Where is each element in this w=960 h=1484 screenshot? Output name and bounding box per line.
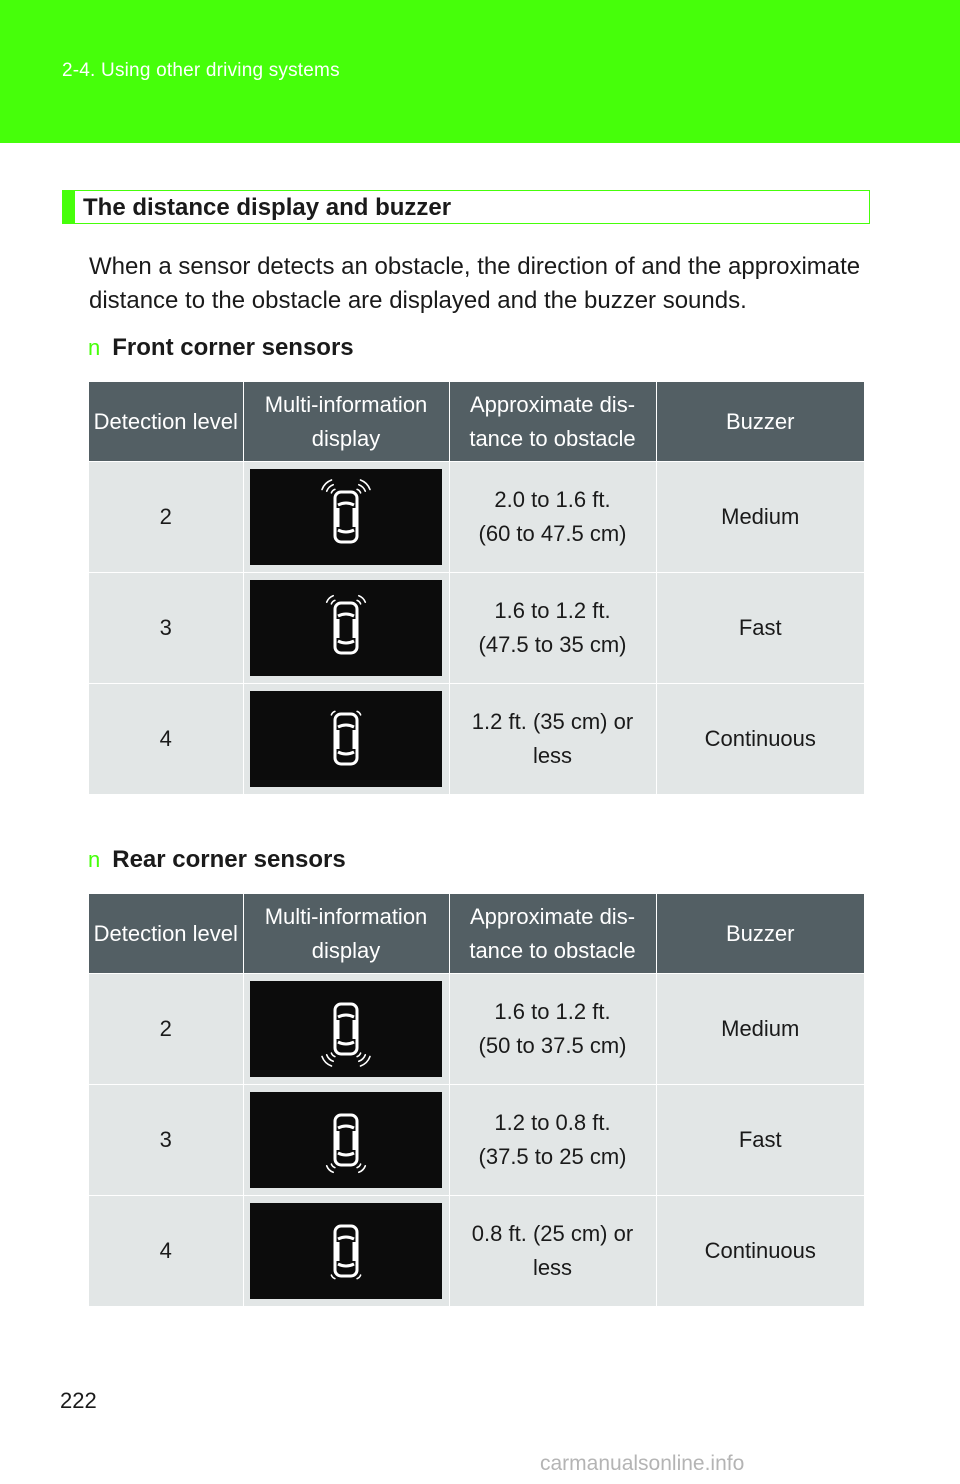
display-screen <box>250 1203 442 1299</box>
multi-information-display <box>243 684 449 795</box>
approx-distance <box>449 462 656 573</box>
car-rear-sensor-level-2-icon <box>250 981 442 1077</box>
detection-level: 4 <box>89 684 243 795</box>
table-row <box>89 684 864 795</box>
section-title: The distance display and buzzer <box>83 194 452 221</box>
header-buzzer: Buzzer <box>656 382 864 462</box>
bullet-icon: n <box>88 335 101 360</box>
multi-information-display <box>243 1196 449 1307</box>
buzzer-speed: Medium <box>656 974 864 1085</box>
distance-range: 1.6 to 1.2 ft. <box>494 999 611 1024</box>
detection-level: 2 <box>89 462 243 573</box>
buzzer-speed: Fast <box>656 573 864 684</box>
rear-sensors-heading <box>88 846 346 874</box>
buzzer-speed: Medium <box>656 462 864 573</box>
detection-level: 3 <box>89 573 243 684</box>
car-front-sensor-level-3-icon <box>250 580 442 676</box>
distance-range-metric: less <box>532 1255 573 1280</box>
header-approx-distance: Approximate dis- tance to obstacle <box>449 894 656 974</box>
header-buzzer: Buzzer <box>656 894 864 974</box>
header-approx-distance: Approximate dis- tance to obstacle <box>449 382 656 462</box>
approx-distance <box>449 573 656 684</box>
multi-information-display <box>243 462 449 573</box>
bullet-icon: n <box>88 847 101 872</box>
buzzer-speed: Continuous <box>656 684 864 795</box>
display-screen <box>250 981 442 1077</box>
multi-information-display <box>243 974 449 1085</box>
buzzer-speed: Fast <box>656 1085 864 1196</box>
display-screen <box>250 691 442 787</box>
distance-range-metric: (50 to 37.5 cm) <box>478 1033 627 1058</box>
section-title-bar <box>62 190 870 224</box>
distance-range-metric: (47.5 to 35 cm) <box>478 632 627 657</box>
header-detection-level: Detection level <box>89 382 243 462</box>
breadcrumb: 2-4. Using other driving systems <box>62 60 340 81</box>
car-front-sensor-level-2-icon <box>250 469 442 565</box>
display-screen <box>250 469 442 565</box>
detection-level: 2 <box>89 974 243 1085</box>
front-sensors-table <box>89 382 864 794</box>
approx-distance <box>449 684 656 795</box>
detection-level: 3 <box>89 1085 243 1196</box>
approx-distance <box>449 1085 656 1196</box>
table-row <box>89 573 864 684</box>
car-front-sensor-level-4-icon <box>250 691 442 787</box>
header-detection-level: Detection level <box>89 894 243 974</box>
page-number: 222 <box>60 1388 97 1413</box>
distance-range-metric: less <box>532 743 573 768</box>
approx-distance <box>449 974 656 1085</box>
multi-information-display <box>243 1085 449 1196</box>
rear-sensors-table <box>89 894 864 1306</box>
table-row <box>89 1196 864 1307</box>
distance-range: 2.0 to 1.6 ft. <box>494 487 611 512</box>
approx-distance <box>449 1196 656 1307</box>
car-rear-sensor-level-3-icon <box>250 1092 442 1188</box>
distance-range: 1.2 to 0.8 ft. <box>494 1110 611 1135</box>
header-multi-information-display: Multi-information display <box>243 894 449 974</box>
buzzer-speed: Continuous <box>656 1196 864 1307</box>
table-row <box>89 974 864 1085</box>
car-rear-sensor-level-4-icon <box>250 1203 442 1299</box>
distance-range: 1.2 ft. (35 cm) or <box>471 709 634 734</box>
intro-paragraph: When a sensor detects an obstacle, the direction of and the approximate distance to the obstacle are displayed and the buzzer sounds. <box>89 253 861 314</box>
front-sensors-heading <box>88 334 354 362</box>
distance-range: 0.8 ft. (25 cm) or <box>471 1221 634 1246</box>
table-row <box>89 462 864 573</box>
display-screen <box>250 580 442 676</box>
header-multi-information-display: Multi-information display <box>243 382 449 462</box>
section-accent <box>63 191 75 223</box>
front-sensors-title: Front corner sensors <box>112 334 354 361</box>
table-row <box>89 1085 864 1196</box>
rear-sensors-title: Rear corner sensors <box>112 846 346 873</box>
distance-range-metric: (60 to 47.5 cm) <box>478 521 627 546</box>
distance-range-metric: (37.5 to 25 cm) <box>478 1144 627 1169</box>
watermark: carmanualsonline.info <box>540 1452 745 1475</box>
display-screen <box>250 1092 442 1188</box>
multi-information-display <box>243 573 449 684</box>
distance-range: 1.6 to 1.2 ft. <box>494 598 611 623</box>
detection-level: 4 <box>89 1196 243 1307</box>
